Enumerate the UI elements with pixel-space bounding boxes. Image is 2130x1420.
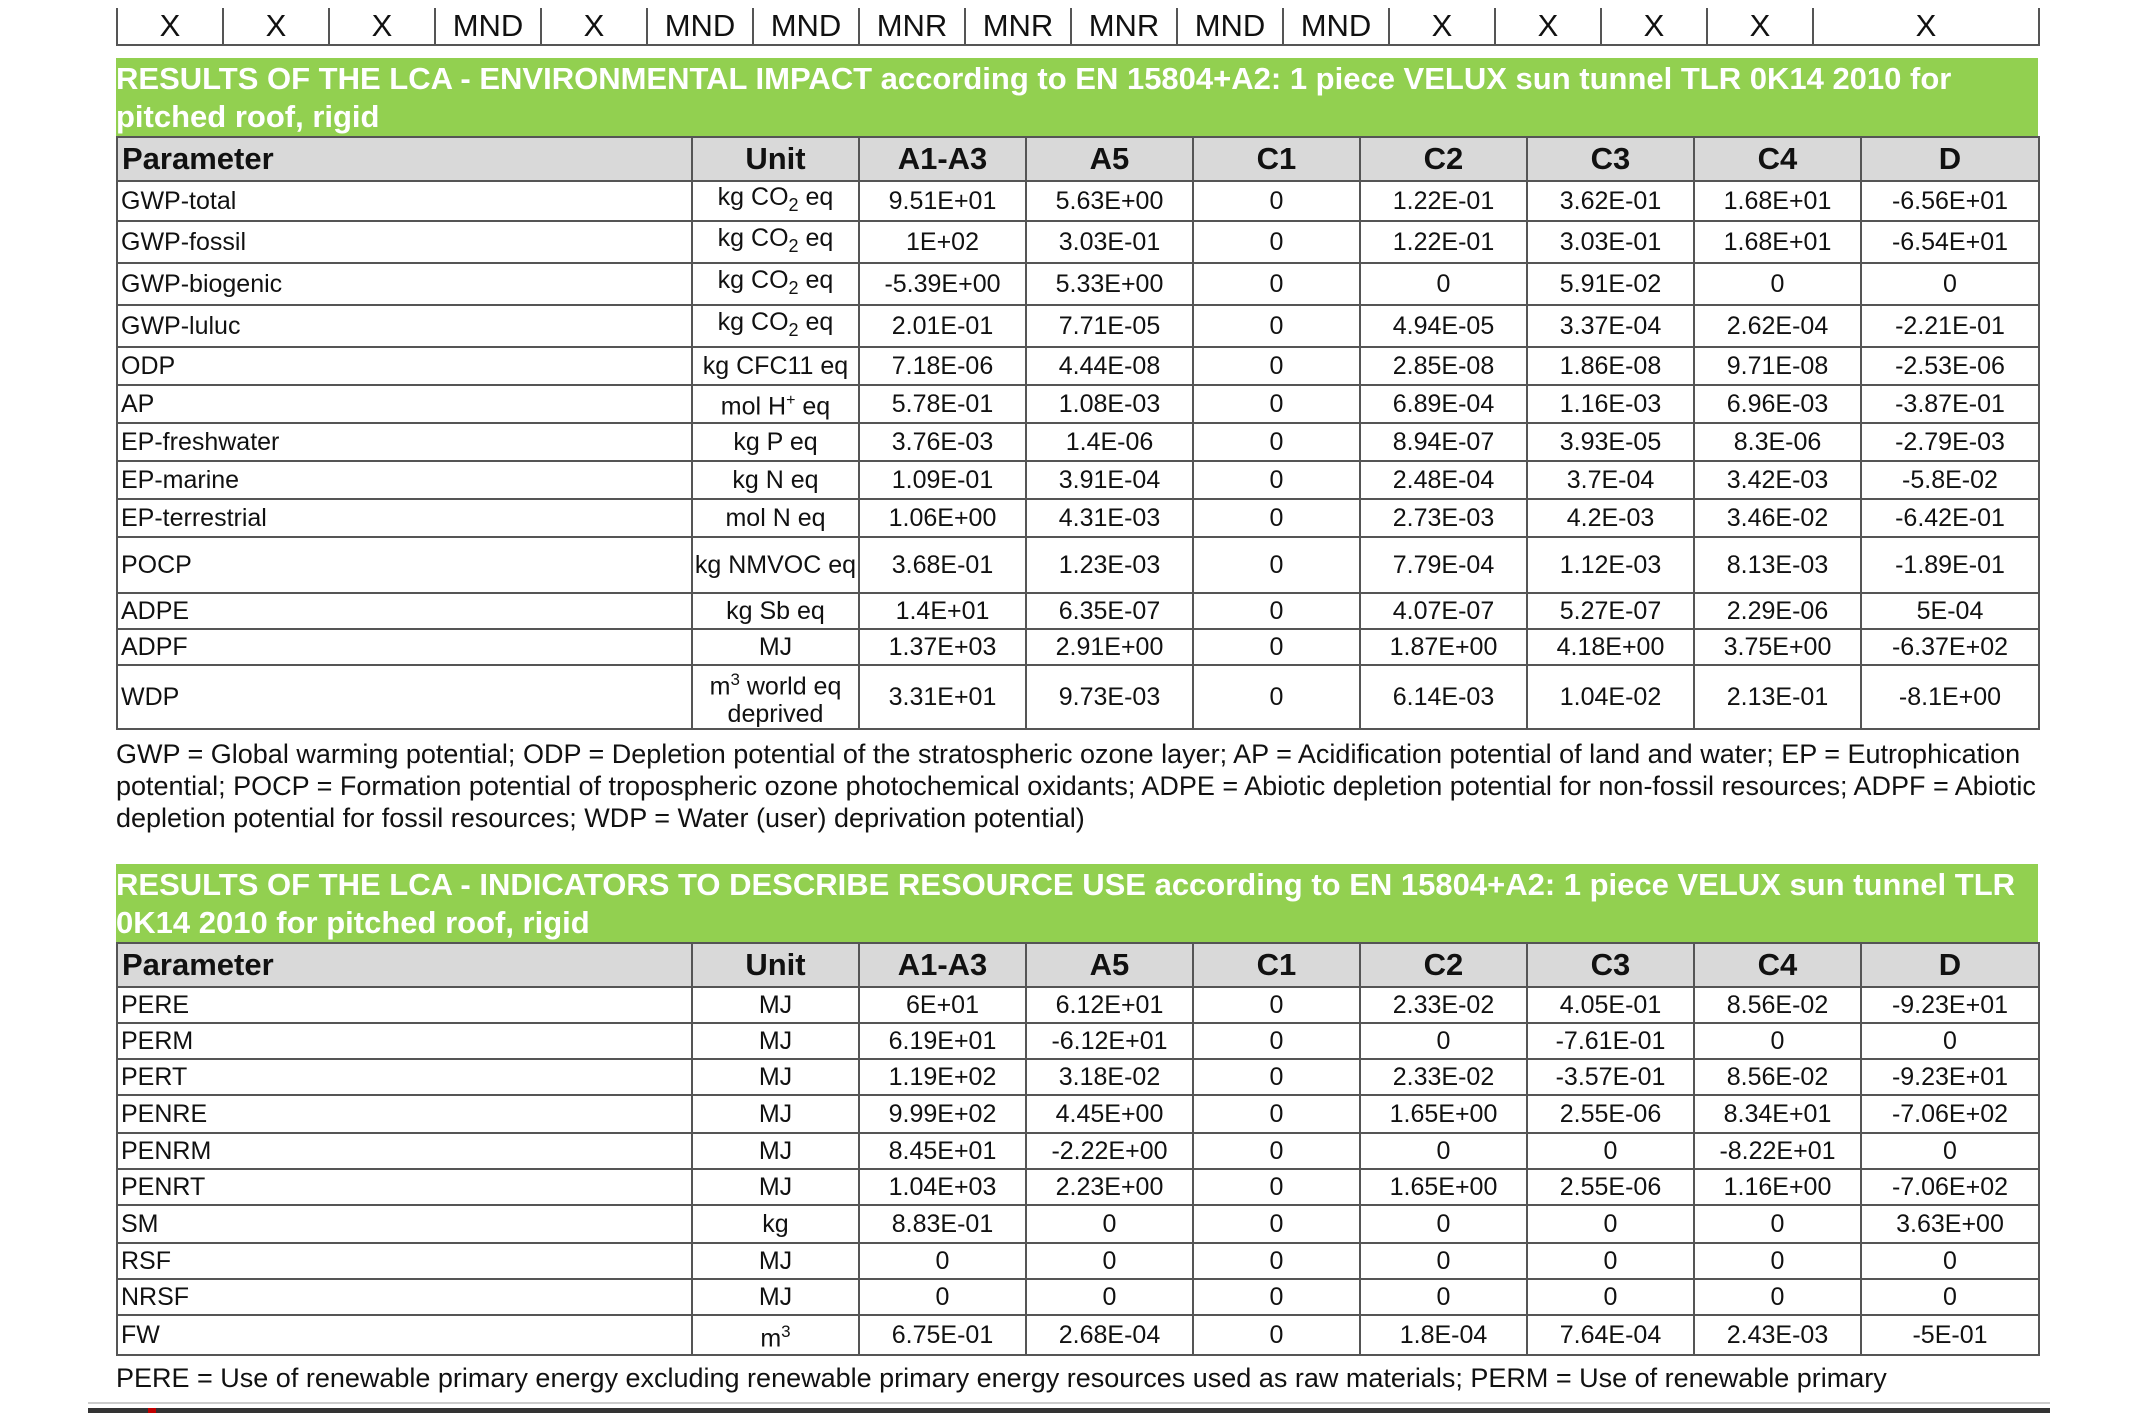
value-cell: -8.1E+00 [1861,665,2039,729]
value-cell: 8.3E-06 [1694,423,1861,461]
module-cell: X [329,8,435,45]
value-cell: 0 [1527,1243,1694,1279]
document-page [116,8,2038,1394]
value-cell: 1.06E+00 [859,499,1026,537]
column-header: Unit [692,137,859,181]
unit-cell: MJ [692,1095,859,1133]
module-cell: X [1813,8,2039,45]
module-declaration-row [116,8,2040,46]
parameter-cell: PERT [117,1059,692,1095]
value-cell: 0 [1193,593,1360,629]
unit-cell: kg $CO_2$ eq [692,221,859,263]
unit-cell: MJ [692,1243,859,1279]
value-cell: 0 [1527,1205,1694,1243]
value-cell: 4.18E+00 [1527,629,1694,665]
value-cell: 3.18E-02 [1026,1059,1193,1095]
value-cell: 0 [1694,1023,1861,1059]
value-cell: 4.45E+00 [1026,1095,1193,1133]
value-cell: 0 [1193,385,1360,423]
value-cell: 2.29E-06 [1694,593,1861,629]
parameter-cell: GWP-total [117,181,692,221]
value-cell: 1.86E-08 [1527,347,1694,385]
value-cell: 0 [1193,1169,1360,1205]
table-row [117,665,2039,729]
unit-cell: MJ [692,1169,859,1205]
value-cell: 0 [1694,263,1861,305]
value-cell: 1.04E-02 [1527,665,1694,729]
value-cell: -2.53E-06 [1861,347,2039,385]
value-cell: 3.37E-04 [1527,305,1694,347]
value-cell: 2.73E-03 [1360,499,1527,537]
value-cell: 0 [1193,305,1360,347]
parameter-cell: PENRE [117,1095,692,1133]
value-cell: 3.91E-04 [1026,461,1193,499]
module-cell: X [541,8,647,45]
parameter-cell: GWP-fossil [117,221,692,263]
value-cell: 2.55E-06 [1527,1169,1694,1205]
value-cell: 4.05E-01 [1527,987,1694,1023]
unit-cell: kg [692,1205,859,1243]
unit-cell: kg N eq [692,461,859,499]
parameter-cell: EP-freshwater [117,423,692,461]
value-cell: -3.57E-01 [1527,1059,1694,1095]
table-row [117,1205,2039,1243]
parameter-cell: ADPE [117,593,692,629]
value-cell: 3.93E-05 [1527,423,1694,461]
unit-cell: kg $CO_2$ eq [692,263,859,305]
unit-cell: MJ [692,1133,859,1169]
parameter-cell: PENRT [117,1169,692,1205]
value-cell: 1.4E+01 [859,593,1026,629]
value-cell: -8.22E+01 [1694,1133,1861,1169]
table-row [117,987,2039,1023]
value-cell: 4.07E-07 [1360,593,1527,629]
parameter-cell: SM [117,1205,692,1243]
table-header-row [117,137,2039,181]
page-bottom-edge [88,1408,2050,1413]
table-row [117,423,2039,461]
value-cell: 3.7E-04 [1527,461,1694,499]
value-cell: -6.12E+01 [1026,1023,1193,1059]
value-cell: 0 [1694,1279,1861,1315]
value-cell: 0 [1193,1133,1360,1169]
value-cell: -5E-01 [1861,1315,2039,1355]
value-cell: 1.22E-01 [1360,181,1527,221]
value-cell: 0 [1193,181,1360,221]
table-row [117,347,2039,385]
value-cell: 0 [1193,461,1360,499]
table-row [117,629,2039,665]
value-cell: 9.71E-08 [1694,347,1861,385]
parameter-cell: FW [117,1315,692,1355]
value-cell: 2.01E-01 [859,305,1026,347]
table-header-row [117,943,2039,987]
table-row [117,221,2039,263]
unit-cell: kg Sb eq [692,593,859,629]
table-row [117,1133,2039,1169]
value-cell: 2.13E-01 [1694,665,1861,729]
column-header: A5 [1026,943,1193,987]
value-cell: 9.99E+02 [859,1095,1026,1133]
table-row [117,1095,2039,1133]
unit-cell: $m^3$ world eq deprived [692,665,859,729]
value-cell: 6E+01 [859,987,1026,1023]
table-row [117,499,2039,537]
value-cell: 0 [1026,1243,1193,1279]
value-cell: 9.73E-03 [1026,665,1193,729]
column-header: Parameter [117,943,692,987]
value-cell: 1.16E-03 [1527,385,1694,423]
value-cell: 5.33E+00 [1026,263,1193,305]
value-cell: 1.8E-04 [1360,1315,1527,1355]
value-cell: 6.89E-04 [1360,385,1527,423]
value-cell: 0 [859,1243,1026,1279]
column-header: D [1861,137,2039,181]
value-cell: 0 [1193,423,1360,461]
table-row [117,593,2039,629]
value-cell: 2.62E-04 [1694,305,1861,347]
value-cell: 7.18E-06 [859,347,1026,385]
module-cell: MND [1283,8,1389,45]
value-cell: 3.42E-03 [1694,461,1861,499]
value-cell: 2.68E-04 [1026,1315,1193,1355]
module-cell: X [1495,8,1601,45]
value-cell: 3.76E-03 [859,423,1026,461]
value-cell: 3.63E+00 [1861,1205,2039,1243]
value-cell: 0 [1360,1205,1527,1243]
value-cell: 0 [1694,1205,1861,1243]
resource-use-title: RESULTS OF THE LCA - INDICATORS TO DESCRIBE RESOURCE USE according to EN 15804+A2: 1 piece VELUX sun tunnel TLR 0K14 2010 for pitched roof, rigid [116,864,2038,942]
value-cell: 0 [1861,1243,2039,1279]
value-cell: 6.75E-01 [859,1315,1026,1355]
value-cell: 5.91E-02 [1527,263,1694,305]
value-cell: 2.33E-02 [1360,1059,1527,1095]
value-cell: 6.19E+01 [859,1023,1026,1059]
value-cell: 0 [1193,221,1360,263]
value-cell: 8.13E-03 [1694,537,1861,593]
value-cell: 0 [1193,665,1360,729]
value-cell: -5.8E-02 [1861,461,2039,499]
module-cell: MND [647,8,753,45]
parameter-cell: EP-terrestrial [117,499,692,537]
value-cell: 0 [1861,1133,2039,1169]
value-cell: 1E+02 [859,221,1026,263]
value-cell: 1.12E-03 [1527,537,1694,593]
value-cell: 8.34E+01 [1694,1095,1861,1133]
abbreviation-legend: PERE = Use of renewable primary energy excluding renewable primary energy resources used as raw materials; PERM = Use of renewable primary [116,1363,1887,1394]
value-cell: 8.83E-01 [859,1205,1026,1243]
value-cell: 1.19E+02 [859,1059,1026,1095]
module-cell: MND [753,8,859,45]
column-header: A1-A3 [859,137,1026,181]
value-cell: 1.87E+00 [1360,629,1527,665]
value-cell: 5.63E+00 [1026,181,1193,221]
value-cell: 0 [1193,629,1360,665]
resource-use-table [116,942,2040,1356]
module-cell: MNR [859,8,965,45]
value-cell: 0 [1193,263,1360,305]
value-cell: 2.43E-03 [1694,1315,1861,1355]
value-cell: 1.4E-06 [1026,423,1193,461]
unit-cell: $m^3$ [692,1315,859,1355]
parameter-cell: RSF [117,1243,692,1279]
value-cell: 3.75E+00 [1694,629,1861,665]
value-cell: 0 [1861,263,2039,305]
parameter-cell: GWP-luluc [117,305,692,347]
parameter-cell: NRSF [117,1279,692,1315]
table-row [117,1315,2039,1355]
module-cell: MND [1177,8,1283,45]
value-cell: 8.56E-02 [1694,1059,1861,1095]
value-cell: -6.56E+01 [1861,181,2039,221]
value-cell: 1.09E-01 [859,461,1026,499]
value-cell: 5E-04 [1861,593,2039,629]
value-cell: 0 [1527,1279,1694,1315]
value-cell: 0 [1694,1243,1861,1279]
value-cell: 9.51E+01 [859,181,1026,221]
value-cell: -9.23E+01 [1861,1059,2039,1095]
unit-cell: kg P eq [692,423,859,461]
table-row [117,461,2039,499]
parameter-cell: GWP-biogenic [117,263,692,305]
value-cell: 2.48E-04 [1360,461,1527,499]
value-cell: -2.21E-01 [1861,305,2039,347]
column-header: C1 [1193,137,1360,181]
parameter-cell: ADPF [117,629,692,665]
module-cell: X [1389,8,1495,45]
value-cell: 1.68E+01 [1694,221,1861,263]
column-header: A5 [1026,137,1193,181]
value-cell: -3.87E-01 [1861,385,2039,423]
value-cell: 1.37E+03 [859,629,1026,665]
page-divider [88,1402,2050,1404]
module-cell: X [1601,8,1707,45]
value-cell: 5.78E-01 [859,385,1026,423]
value-cell: 1.65E+00 [1360,1169,1527,1205]
column-header: C2 [1360,137,1527,181]
value-cell: 0 [1360,1133,1527,1169]
unit-cell: kg $CO_2$ eq [692,305,859,347]
value-cell: 1.16E+00 [1694,1169,1861,1205]
value-cell: 1.08E-03 [1026,385,1193,423]
value-cell: 5.27E-07 [1527,593,1694,629]
value-cell: 8.45E+01 [859,1133,1026,1169]
parameter-cell: ODP [117,347,692,385]
parameter-cell: PERE [117,987,692,1023]
parameter-cell: POCP [117,537,692,593]
value-cell: -6.54E+01 [1861,221,2039,263]
value-cell: 0 [1861,1023,2039,1059]
value-cell: 4.2E-03 [1527,499,1694,537]
column-header: C2 [1360,943,1527,987]
table-row [117,263,2039,305]
value-cell: 3.68E-01 [859,537,1026,593]
unit-cell: mol H+ eq [692,385,859,423]
table-row [117,385,2039,423]
table-row [117,1243,2039,1279]
table-row [117,1279,2039,1315]
parameter-cell: EP-marine [117,461,692,499]
parameter-cell: PENRM [117,1133,692,1169]
unit-cell: MJ [692,1023,859,1059]
unit-cell: MJ [692,987,859,1023]
value-cell: 0 [859,1279,1026,1315]
value-cell: 0 [1026,1279,1193,1315]
value-cell: 0 [1193,537,1360,593]
unit-cell: MJ [692,629,859,665]
value-cell: 0 [1193,499,1360,537]
unit-cell: MJ [692,1279,859,1315]
value-cell: -6.37E+02 [1861,629,2039,665]
value-cell: 8.56E-02 [1694,987,1861,1023]
value-cell: 0 [1193,987,1360,1023]
value-cell: 2.55E-06 [1527,1095,1694,1133]
column-header: Parameter [117,137,692,181]
value-cell: -7.06E+02 [1861,1169,2039,1205]
column-header: C1 [1193,943,1360,987]
value-cell: -6.42E-01 [1861,499,2039,537]
value-cell: 0 [1360,263,1527,305]
value-cell: 0 [1193,1279,1360,1315]
value-cell: 4.94E-05 [1360,305,1527,347]
page-marker [148,1408,156,1413]
value-cell: 0 [1360,1279,1527,1315]
value-cell: 3.46E-02 [1694,499,1861,537]
environmental-impact-title: RESULTS OF THE LCA - ENVIRONMENTAL IMPACT according to EN 15804+A2: 1 piece VELUX sun tunnel TLR 0K14 2010 for pitched roof, rigid [116,58,2038,136]
parameter-cell: PERM [117,1023,692,1059]
module-cell: MND [435,8,541,45]
module-cell: X [117,8,223,45]
unit-cell: kg CFC11 eq [692,347,859,385]
module-cell: X [1707,8,1813,45]
value-cell: -7.61E-01 [1527,1023,1694,1059]
table-row [117,181,2039,221]
value-cell: 1.23E-03 [1026,537,1193,593]
value-cell: 7.64E-04 [1527,1315,1694,1355]
parameter-cell: AP [117,385,692,423]
value-cell: 0 [1861,1279,2039,1315]
value-cell: 2.91E+00 [1026,629,1193,665]
value-cell: -7.06E+02 [1861,1095,2039,1133]
table-row [117,1169,2039,1205]
value-cell: 6.35E-07 [1026,593,1193,629]
value-cell: 0 [1193,1205,1360,1243]
abbreviation-legend: GWP = Global warming potential; ODP = Depletion potential of the stratospheric ozone layer; AP = Acidification potential of land and water; EP = Eutrophication potential; POCP = Formation potential of tropospheric ozone photochemical oxidants; ADPE = Abiotic depletion potential for non-fossil resources; ADPF = Abiotic depletion potential for fossil resources; WDP = Water (user) deprivation potential) [116,739,2036,834]
value-cell: 0 [1360,1023,1527,1059]
value-cell: 1.68E+01 [1694,181,1861,221]
environmental-impact-table [116,136,2040,730]
value-cell: 3.62E-01 [1527,181,1694,221]
value-cell: 0 [1360,1243,1527,1279]
value-cell: 0 [1527,1133,1694,1169]
table-row [117,1023,2039,1059]
value-cell: 4.31E-03 [1026,499,1193,537]
parameter-cell: WDP [117,665,692,729]
value-cell: 1.22E-01 [1360,221,1527,263]
value-cell: -1.89E-01 [1861,537,2039,593]
column-header: Unit [692,943,859,987]
value-cell: 0 [1193,1023,1360,1059]
value-cell: -2.22E+00 [1026,1133,1193,1169]
value-cell: 8.94E-07 [1360,423,1527,461]
module-cell: X [223,8,329,45]
value-cell: 0 [1193,347,1360,385]
value-cell: -2.79E-03 [1861,423,2039,461]
module-cell: MNR [965,8,1071,45]
column-header: C4 [1694,943,1861,987]
value-cell: 7.79E-04 [1360,537,1527,593]
column-header: C3 [1527,943,1694,987]
column-header: C3 [1527,137,1694,181]
value-cell: 0 [1026,1205,1193,1243]
table-row [117,537,2039,593]
unit-cell: kg $CO_2$ eq [692,181,859,221]
value-cell: 0 [1193,1095,1360,1133]
table-row [117,1059,2039,1095]
value-cell: 2.23E+00 [1026,1169,1193,1205]
table-row [117,305,2039,347]
value-cell: 2.33E-02 [1360,987,1527,1023]
value-cell: 7.71E-05 [1026,305,1193,347]
value-cell: 0 [1193,1243,1360,1279]
value-cell: 1.65E+00 [1360,1095,1527,1133]
column-header: A1-A3 [859,943,1026,987]
value-cell: -9.23E+01 [1861,987,2039,1023]
value-cell: 1.04E+03 [859,1169,1026,1205]
module-cell: MNR [1071,8,1177,45]
unit-cell: mol N eq [692,499,859,537]
value-cell: 0 [1193,1315,1360,1355]
value-cell: 4.44E-08 [1026,347,1193,385]
value-cell: 6.96E-03 [1694,385,1861,423]
value-cell: 3.31E+01 [859,665,1026,729]
column-header: D [1861,943,2039,987]
unit-cell: MJ [692,1059,859,1095]
value-cell: 2.85E-08 [1360,347,1527,385]
value-cell: -5.39E+00 [859,263,1026,305]
unit-cell: kg NMVOC eq [692,537,859,593]
value-cell: 0 [1193,1059,1360,1095]
value-cell: 6.14E-03 [1360,665,1527,729]
value-cell: 6.12E+01 [1026,987,1193,1023]
column-header: C4 [1694,137,1861,181]
value-cell: 3.03E-01 [1026,221,1193,263]
value-cell: 3.03E-01 [1527,221,1694,263]
